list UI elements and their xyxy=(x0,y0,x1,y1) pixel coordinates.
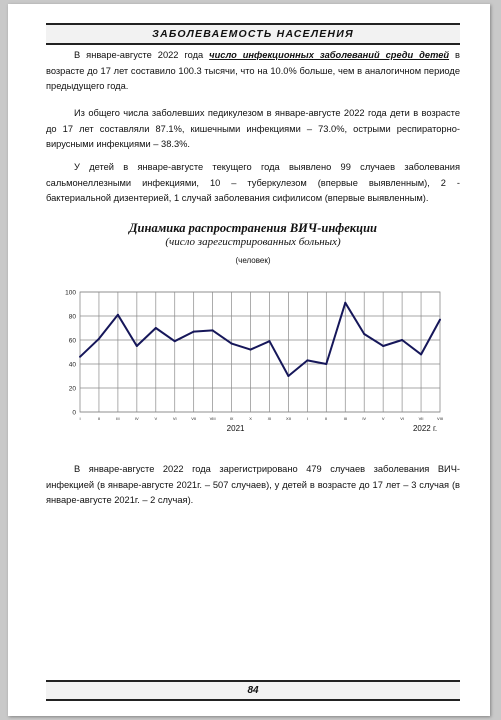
plot-frame xyxy=(80,292,440,412)
hiv-series-line xyxy=(80,303,440,376)
x-tick-label: IV xyxy=(362,416,367,421)
data-point xyxy=(193,331,195,333)
data-point xyxy=(287,375,289,377)
data-point xyxy=(325,363,327,365)
data-point xyxy=(344,302,346,304)
x-tick-label: III xyxy=(116,416,120,421)
data-point xyxy=(363,333,365,335)
x-tick-label: VI xyxy=(400,416,404,421)
paragraph-salmonella: У детей в январе-августе текущего года выявлено 99 случаев заболевания сальмонеллезными инфекциями, 10 – туберкулезом (впервые выявленным), 2 - бактериальной дизентерией, 1 случай заболевания сифилисом (впервые выявленным). xyxy=(46,162,460,203)
data-point xyxy=(420,353,422,355)
data-point xyxy=(136,345,138,347)
x-tick-label: VII xyxy=(418,416,424,421)
x-tick-label: V xyxy=(154,416,158,421)
paragraph-text: в возрасте до 17 лет составило 100.3 тысячи, что на 10.0% больше, чем в аналогичном периоде предыдущего года. xyxy=(46,50,460,91)
y-tick-label: 100 xyxy=(65,289,76,297)
data-point xyxy=(401,339,403,341)
section-header xyxy=(46,23,460,45)
data-point xyxy=(231,343,233,345)
data-point xyxy=(79,356,81,358)
x-tick-label: XII xyxy=(285,416,291,421)
x-tick-label: III xyxy=(343,416,347,421)
data-point xyxy=(306,359,308,361)
data-point xyxy=(439,319,441,321)
x-tick-label: I xyxy=(79,416,81,421)
x-tick-label: XI xyxy=(267,416,272,421)
chart-title: Динамика распространения ВИЧ-инфекции xyxy=(129,221,377,235)
data-point xyxy=(98,338,100,340)
x-tick-label: X xyxy=(249,416,252,421)
data-point xyxy=(250,349,252,351)
document-page xyxy=(8,4,490,716)
paragraph-text: В январе-августе 2022 года xyxy=(74,50,210,60)
page-number: 84 xyxy=(247,685,259,696)
x-tick-label: VII xyxy=(191,416,197,421)
data-point xyxy=(212,329,214,331)
x-tick-label: VIII xyxy=(436,416,444,421)
section-title: ЗАБОЛЕВАЕМОСТЬ НАСЕЛЕНИЯ xyxy=(152,28,354,40)
data-point xyxy=(117,314,119,316)
x-tick-label: VIII xyxy=(209,416,216,421)
y-tick-label: 80 xyxy=(68,313,76,321)
x-tick-label: II xyxy=(97,416,101,421)
x-tick-label: II xyxy=(325,416,328,421)
y-tick-label: 20 xyxy=(68,385,76,393)
data-point xyxy=(155,327,157,329)
x-tick-label: IX xyxy=(229,416,234,421)
year-label-2022: 2022 г. xyxy=(412,424,438,433)
emphasized-phrase: число инфекционных заболеваний среди детей xyxy=(209,50,450,60)
y-tick-label: 0 xyxy=(72,409,76,417)
page-footer xyxy=(46,680,460,701)
data-point xyxy=(174,340,176,342)
data-point xyxy=(382,345,384,347)
chart-subtitle: (число зарегистрированных больных) xyxy=(165,236,341,248)
paragraph-children-infections xyxy=(46,48,460,95)
paragraph-hiv-cases: В январе-августе 2022 года зарегистрировано 479 случаев заболевания ВИЧ-инфекцией (в январе-августе 2021г. – 507 случаев), у детей в возрасте до 17 лет – 3 случая (в январе-августе 2021г. – 2 случая). xyxy=(46,464,460,505)
x-tick-label: V xyxy=(381,416,385,421)
x-tick-label: VI xyxy=(172,416,177,421)
data-point xyxy=(268,340,270,342)
x-tick-label: I xyxy=(306,416,308,421)
year-label-2021: 2021 xyxy=(226,424,245,433)
hiv-line-chart xyxy=(38,280,450,440)
chart-unit-label: (человек) xyxy=(235,256,271,265)
paragraph-pediculosis: Из общего числа заболевших педикулезом в январе-августе 2022 года дети в возрасте до 17 лет составляли 87.1%, кишечными инфекциями – 73.0%, острыми респираторно-вирусными инфекциями – 38.3%. xyxy=(46,108,460,149)
y-tick-label: 40 xyxy=(68,361,76,369)
x-tick-label: IV xyxy=(134,416,139,421)
y-tick-label: 60 xyxy=(68,337,76,345)
